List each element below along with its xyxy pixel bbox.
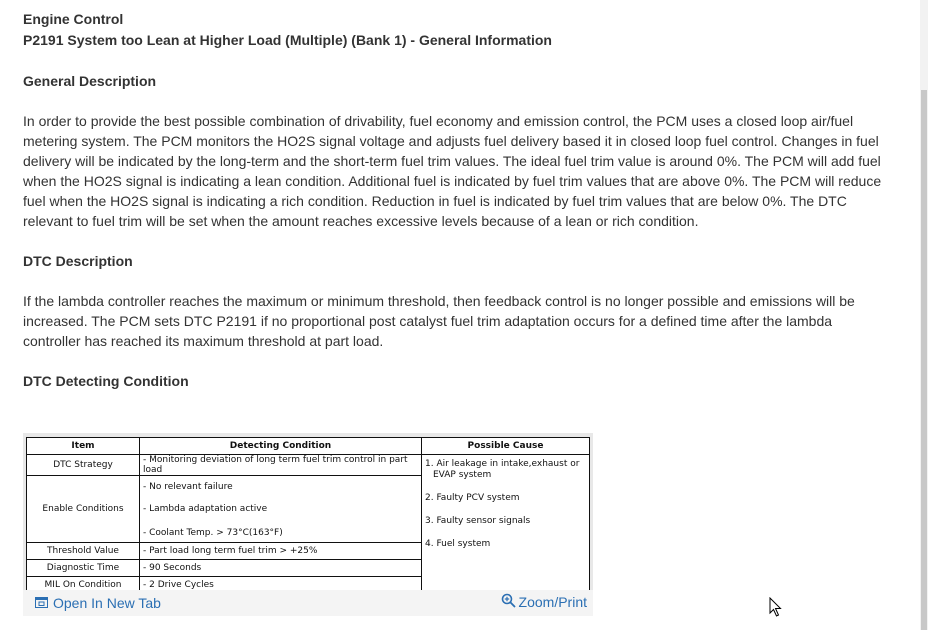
mouse-cursor-icon xyxy=(769,597,783,622)
row-condition-threshold: - Part load long term fuel trim > +25% xyxy=(140,543,422,560)
row-condition-mil: - 2 Drive Cycles xyxy=(140,577,422,594)
header-condition: Detecting Condition xyxy=(140,438,422,455)
zoom-icon xyxy=(501,593,516,611)
row-condition-diagnostic: - 90 Seconds xyxy=(140,560,422,577)
cause-1-continued: EVAP system xyxy=(433,470,492,480)
cause-4: 4. Fuel system xyxy=(425,539,491,549)
row-item-mil: MIL On Condition xyxy=(27,577,140,594)
header-item: Item xyxy=(27,438,140,455)
row-condition-enable xyxy=(140,476,422,543)
scrollbar-thumb[interactable] xyxy=(921,90,927,630)
row-item-diagnostic: Diagnostic Time xyxy=(27,560,140,577)
possible-cause-cell xyxy=(422,455,590,594)
cause-1: 1. Air leakage in intake,exhaust or xyxy=(425,459,580,469)
detecting-condition-table xyxy=(26,437,590,594)
open-new-tab-icon xyxy=(35,595,48,611)
open-in-new-tab-label: Open In New Tab xyxy=(53,595,161,611)
row-item-strategy: DTC Strategy xyxy=(27,455,140,476)
dtc-description-text: If the lambda controller reaches the maximum or minimum threshold, then feedback control is no longer possible and emissions will be increased. The PCM sets DTC P2191 if no proportional post catalyst fuel trim adaptation occurs for a defined time after the lambda controller has reached its maximum threshold at part load. xyxy=(23,293,855,349)
vertical-scrollbar[interactable] xyxy=(920,0,928,630)
document-title: P2191 System too Lean at Higher Load (Multiple) (Bank 1) - General Information xyxy=(23,32,552,48)
cause-2: 2. Faulty PCV system xyxy=(425,493,520,503)
system-title: Engine Control xyxy=(23,11,124,27)
dtc-detecting-condition-heading: DTC Detecting Condition xyxy=(23,373,189,389)
dtc-description-heading: DTC Description xyxy=(23,253,133,269)
zoom-print-label: Zoom/Print xyxy=(518,594,587,610)
cause-3: 3. Faulty sensor signals xyxy=(425,516,531,526)
row-condition-strategy: - Monitoring deviation of long term fuel trim control in part load xyxy=(140,455,422,476)
detecting-condition-figure xyxy=(23,433,593,616)
table-row xyxy=(27,455,590,476)
document-body xyxy=(23,9,893,391)
row-item-enable: Enable Conditions xyxy=(27,476,140,543)
general-description-heading: General Description xyxy=(23,73,157,89)
zoom-print-link[interactable] xyxy=(501,593,587,611)
enable-condition-1: - No relevant failure xyxy=(143,481,233,492)
enable-condition-3: - Coolant Temp. > 73°C(163°F) xyxy=(143,527,283,538)
figure-toolbar xyxy=(23,590,593,616)
general-description-text: In order to provide the best possible combination of drivability, fuel economy and emission control, the PCM uses a closed loop air/fuel metering system. The PCM monitors the HO2S signal voltage and adjusts fuel delivery based it in closed loop fuel control. Changes in fuel delivery will be indicated by the long-term and the short-term fuel trim values. The ideal fuel trim value is around 0%. The PCM will add fuel when the HO2S signal is indicating a lean condition. Additional fuel is indicated by fuel trim values that are above 0%. The PCM will reduce fuel when the HO2S signal is indicating a rich condition. Reduction in fuel is indicated by fuel trim values that are below 0%. The DTC relevant to fuel trim will be set when the amount reaches excessive levels because of a lean or rich condition. xyxy=(23,113,882,229)
enable-condition-2: - Lambda adaptation active xyxy=(143,503,268,514)
header-cause: Possible Cause xyxy=(422,438,590,455)
row-item-threshold: Threshold Value xyxy=(27,543,140,560)
open-in-new-tab-link[interactable] xyxy=(35,595,161,611)
